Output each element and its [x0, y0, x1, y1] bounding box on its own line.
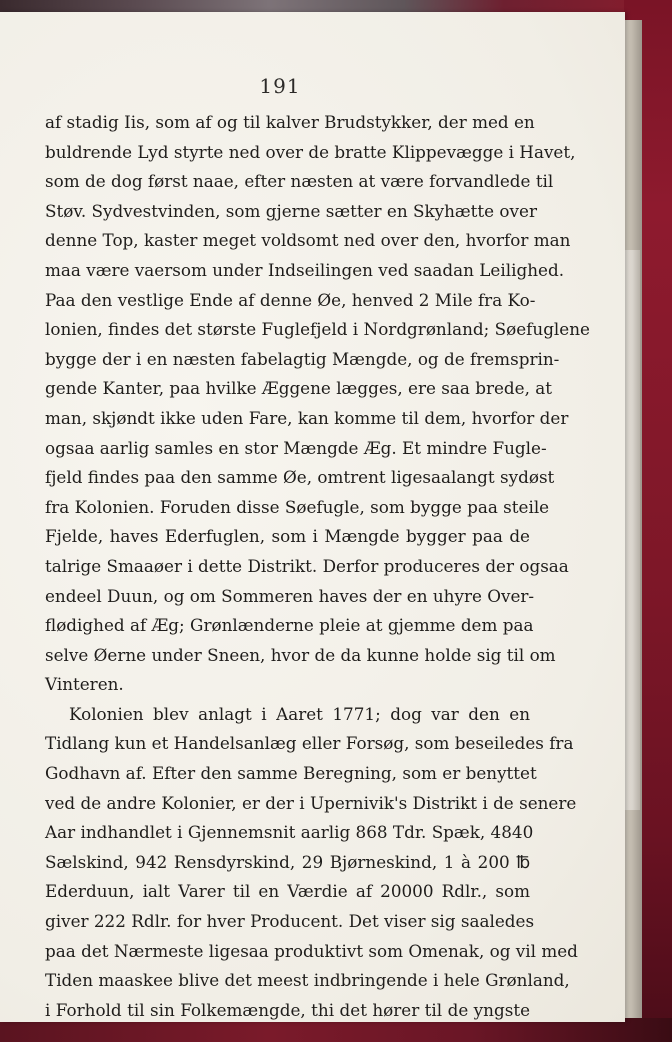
text-line: i Forhold til sin Folkemængde, thi det hører til de yngste	[45, 999, 530, 1020]
page-number: 191	[259, 74, 301, 98]
text-line: endeel Duun, og om Sommeren haves der en uhyre Over-	[45, 585, 535, 606]
text-line: som de dog først naae, efter næsten at være forvandlede til	[45, 171, 554, 192]
text-line: gende Kanter, paa hvilke Æggene lægges, ere saa brede, at	[45, 378, 552, 399]
text-line: ved de andre Kolonier, er der i Upernivik's Distrikt i de senere	[45, 792, 577, 813]
text-line: Kolonien blev anlagt i Aaret 1771; dog var den en	[69, 703, 530, 724]
text-line: buldrende Lyd styrte ned over de bratte Klippevægge i Havet,	[45, 141, 576, 162]
text-line: Tiden maaskee blive det meest indbringende i hele Grønland,	[45, 970, 570, 991]
text-line: lonien, findes det største Fuglefjeld i Nordgrønland; Søefuglene	[45, 319, 590, 340]
text-line: ogsaa aarlig samles en stor Mængde Æg. Et mindre Fugle-	[45, 437, 547, 458]
text-line: denne Top, kaster meget voldsomt ned over den, hvorfor man	[45, 230, 571, 251]
text-line: Sælskind, 942 Rensdyrskind, 29 Bjørneskind, 1 à 200 ℔	[45, 851, 530, 872]
text-line: giver 222 Rdlr. for hver Producent. Det viser sig saaledes	[45, 911, 535, 932]
text-line: Paa den vestlige Ende af denne Øe, henved 2 Mile fra Ko-	[45, 289, 536, 310]
text-line: talrige Smaaøer i dette Distrikt. Derfor produceres der ogsaa	[45, 555, 569, 576]
text-line: Godhavn af. Efter den samme Beregning, som er benyttet	[45, 763, 537, 784]
text-line: paa det Nærmeste ligesaa produktivt som Omenak, og vil med	[45, 940, 578, 961]
text-line: Vinteren.	[45, 674, 124, 695]
body-text	[45, 108, 590, 1025]
text-line: bygge der i en næsten fabelagtig Mængde, og de fremsprin-	[45, 348, 560, 369]
text-line: Tidlang kun et Handelsanlæg eller Forsøg, som beseiledes fra	[45, 733, 574, 754]
text-line: af stadig Iis, som af og til kalver Brudstykker, der med en	[45, 112, 535, 132]
text-line: fjeld findes paa den samme Øe, omtrent ligesaalangt sydøst	[45, 467, 555, 488]
text-line: maa være vaersom under Indseilingen ved saadan Leilighed.	[45, 259, 565, 280]
text-line: selve Øerne under Sneen, hvor de da kunne holde sig til om	[45, 644, 556, 665]
text-line: fra Kolonien. Foruden disse Søefugle, som bygge paa steile	[45, 496, 550, 517]
text-line: Støv. Sydvestvinden, som gjerne sætter en Skyhætte over	[45, 200, 537, 221]
text-line: Aar indhandlet i Gjennemsnit aarlig 868 Tdr. Spæk, 4840	[45, 822, 534, 843]
text-line: flødighed af Æg; Grønlænderne pleie at gjemme dem paa	[45, 615, 534, 636]
book-page	[0, 12, 625, 1022]
text-line: Fjelde, haves Ederfuglen, som i Mængde bygger paa de	[45, 526, 530, 547]
text-line: Ederduun, ialt Varer til en Værdie af 20000 Rdlr., som	[45, 881, 530, 902]
text-line: man, skjøndt ikke uden Fare, kan komme til dem, hvorfor der	[45, 407, 569, 428]
page-edge-highlight	[624, 250, 640, 810]
